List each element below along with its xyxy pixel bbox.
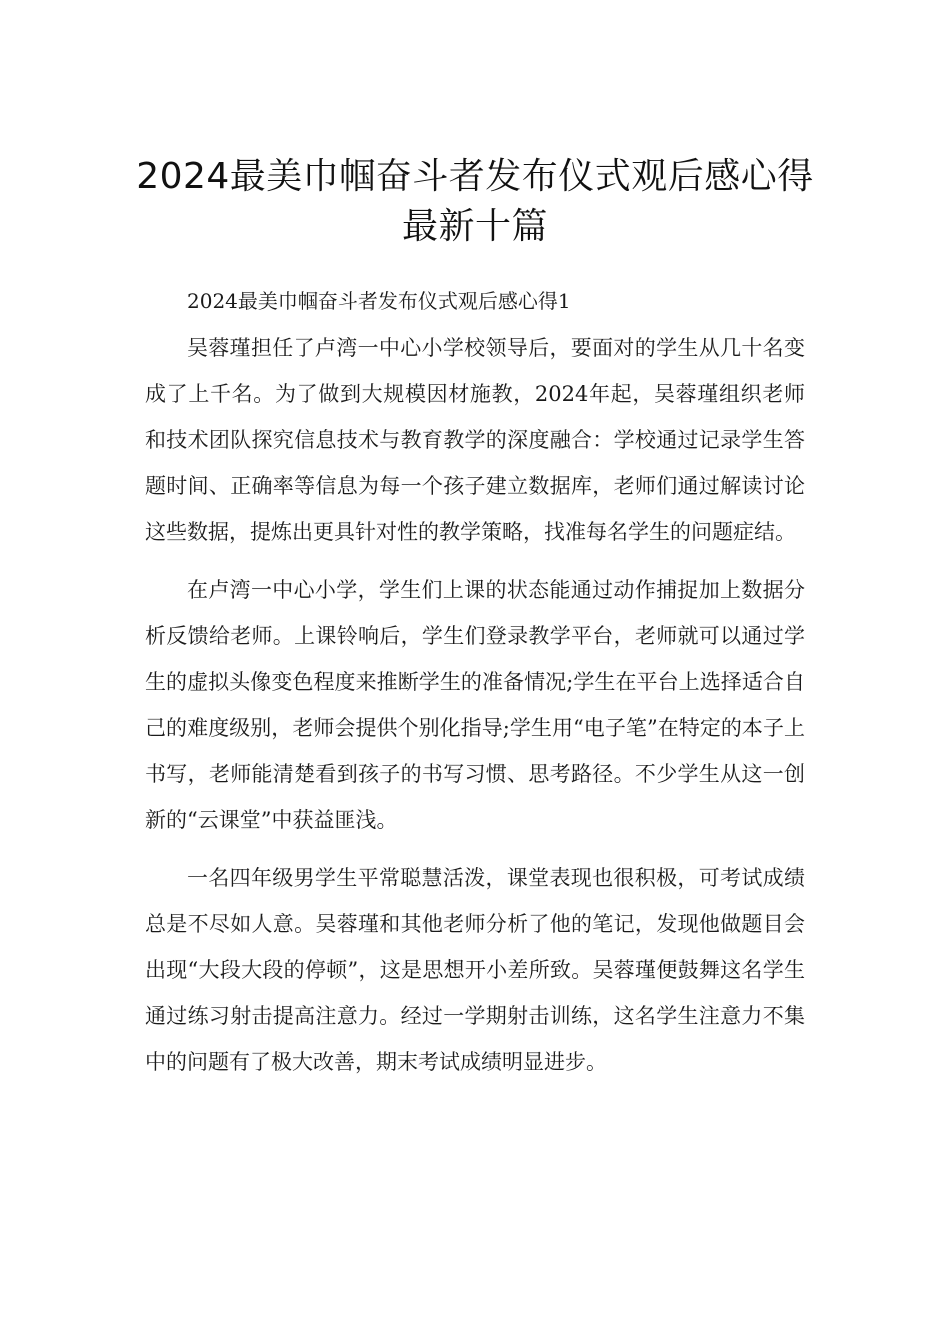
- body-paragraph-1: 吴蓉瑾担任了卢湾一中心小学校领导后，要面对的学生从几十名变成了上千名。为了做到大规模因材施教，2024年起，吴蓉瑾组织老师和技术团队探究信息技术与教育教学的深度融合：学校通过记录学生答题时间、正确率等信息为每一个孩子建立数据库，老师们通过解读讨论这些数据，提炼出更具针对性的教学策略，找准每名学生的问题症结。: [145, 336, 805, 544]
- body-paragraph-2: 在卢湾一中心小学，学生们上课的状态能通过动作捕捉加上数据分析反馈给老师。上课铃响后，学生们登录教学平台，老师就可以通过学生的虚拟头像变色程度来推断学生的准备情况;学生在平台上选择适合自己的难度级别，老师会提供个别化指导;学生用“电子笔”在特定的本子上书写，老师能清楚看到孩子的书写习惯、思考路径。不少学生从这一创新的“云课堂”中获益匪浅。: [145, 578, 805, 832]
- section-heading: 2024最美巾帼奋斗者发布仪式观后感心得1: [187, 289, 571, 313]
- document-title: 2024最美巾帼奋斗者发布仪式观后感心得最新十篇: [136, 156, 814, 248]
- document-body: [145, 281, 805, 1097]
- body-paragraph-3: 一名四年级男学生平常聪慧活泼，课堂表现也很积极，可考试成绩总是不尽如人意。吴蓉瑾和其他老师分析了他的笔记，发现他做题目会出现“大段大段的停顿”，这是思想开小差所致。吴蓉瑾便鼓舞这名学生通过练习射击提高注意力。经过一学期射击训练，这名学生注意力不集中的问题有了极大改善，期末考试成绩明显进步。: [145, 866, 805, 1074]
